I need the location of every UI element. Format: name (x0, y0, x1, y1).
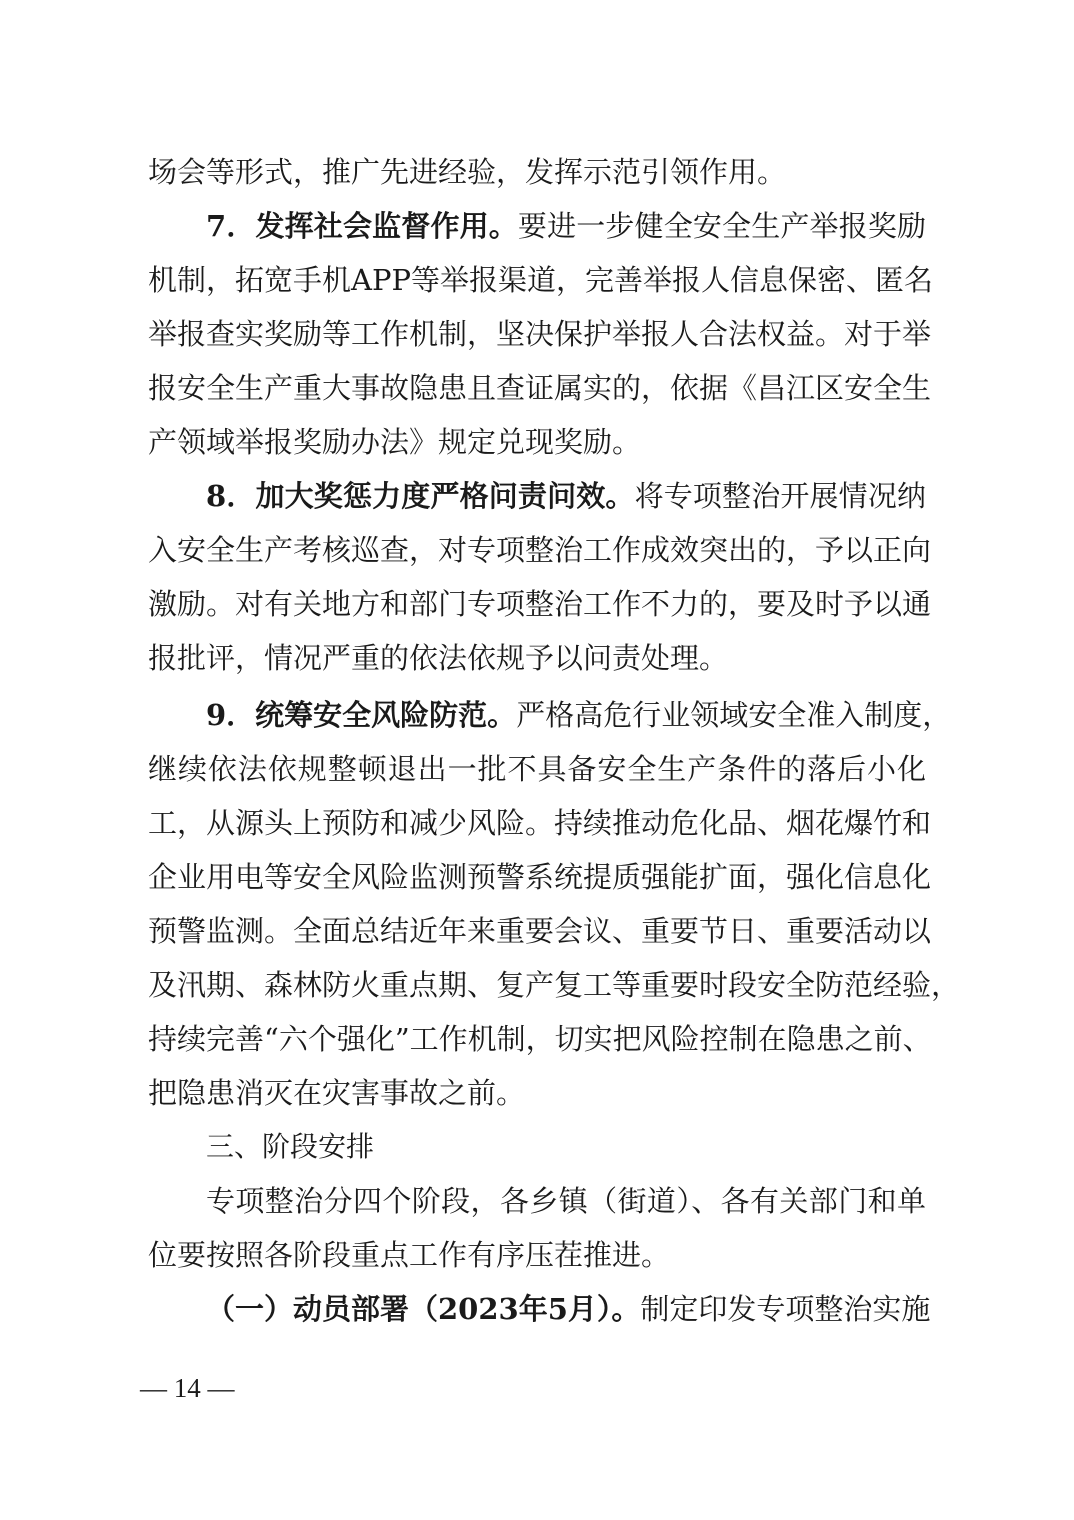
paragraph-line: 工，从源头上预防和减少风险。持续推动危化品、烟花爆竹和 (148, 806, 932, 840)
paragraph-line: 持续完善“六个强化”工作机制，切实把风险控制在隐患之前、 (148, 1022, 932, 1056)
page-number: — 14 — (140, 1373, 235, 1403)
paragraph-line-item-8 (206, 469, 926, 523)
paragraph-line: 把隐患消灭在灾害事故之前。 (148, 1076, 526, 1110)
item-9-text: 严格高危行业领域安全准入制度， (516, 698, 952, 732)
paragraph-line-phase-1 (206, 1282, 931, 1336)
paragraph-line-item-7 (206, 199, 926, 253)
phase-1-text: 制定印发专项整治实施 (640, 1292, 931, 1326)
paragraph-line-item-9 (206, 688, 952, 742)
paragraph-line: 报安全生产重大事故隐患且查证属实的，依据《昌江区安全生 (148, 371, 932, 405)
paragraph-line: 位要按照各阶段重点工作有序压茬推进。 (148, 1238, 671, 1272)
item-7-heading: 7．发挥社会监督作用。 (206, 209, 518, 243)
paragraph-line: 机制，拓宽手机APP等举报渠道，完善举报人信息保密、匿名 (148, 263, 933, 297)
paragraph-line: 预警监测。全面总结近年来重要会议、重要节日、重要活动以 (148, 914, 932, 948)
item-8-heading: 8．加大奖惩力度严格问责问效。 (206, 479, 635, 513)
item-9-heading: 9．统筹安全风险防范。 (206, 698, 517, 732)
paragraph-line: 激励。对有关地方和部门专项整治工作不力的，要及时予以通 (148, 587, 932, 621)
item-7-text: 要进一步健全安全生产举报奖励 (517, 209, 926, 243)
paragraph-line: 专项整治分四个阶段，各乡镇（街道）、各有关部门和单 (206, 1184, 926, 1218)
paragraph-line: 报批评，情况严重的依法依规予以问责处理。 (148, 641, 729, 675)
item-8-text: 将专项整治开展情况纳 (634, 479, 926, 513)
paragraph-line: 企业用电等安全风险监测预警系统提质强能扩面，强化信息化 (148, 860, 932, 894)
paragraph-line: 产领域举报奖励办法》规定兑现奖励。 (148, 425, 642, 459)
phase-1-heading: （一）动员部署（2023年5月）。 (206, 1292, 641, 1326)
paragraph-line: 场会等形式，推广先进经验，发挥示范引领作用。 (148, 155, 787, 189)
paragraph-line: 举报查实奖励等工作机制，坚决保护举报人合法权益。对于举 (148, 317, 932, 351)
paragraph-line: 继续依法依规整顿退出一批不具备安全生产条件的落后小化 (148, 752, 926, 786)
paragraph-line: 入安全生产考核巡查，对专项整治工作成效突出的，予以正向 (148, 533, 932, 567)
section-heading: 三、阶段安排 (206, 1130, 375, 1163)
paragraph-line: 及汛期、森林防火重点期、复产复工等重要时段安全防范经验， (148, 968, 961, 1002)
